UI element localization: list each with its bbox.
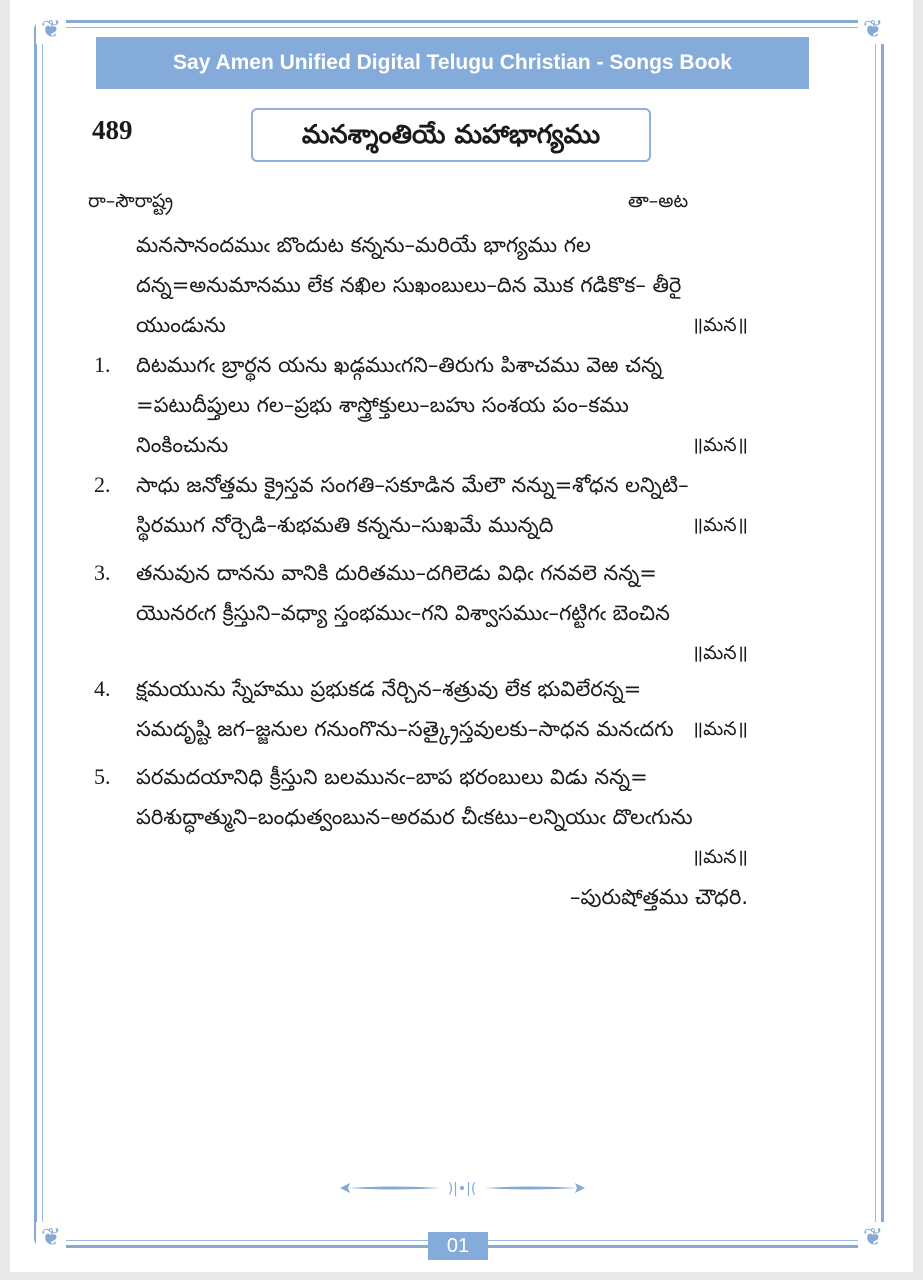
lyric-line: స్థిరముగ నోర్చెడి–శుభమతి కన్నను–సుఖమే మున్నది ॥మన॥: [88, 505, 748, 545]
tala-label: తా–అట: [628, 190, 689, 212]
lyric-line: నింకించును ॥మన॥: [88, 425, 748, 465]
lyric-line: 4. క్షమయును స్నేహము ప్రభుకడ నేర్చిన–శత్రువు లేక భువిలేరన్న=: [88, 669, 748, 709]
stanza-number: 2.: [94, 472, 111, 497]
lyric-line: [88, 633, 748, 673]
page-number: 01: [428, 1232, 488, 1260]
stanza-5: [88, 757, 748, 877]
lyric-line: యుండును ॥మన॥: [88, 305, 748, 345]
lyric-line: యొనరఁగ క్రీస్తుని–వధ్యా స్తంభముఁ–గని విశ్వాసముఁ–గట్టిగఁ బెంచిన: [136, 601, 670, 625]
pallavi: [88, 225, 748, 345]
refrain-mark: ॥మన॥: [691, 718, 748, 740]
book-title-banner: Say Amen Unified Digital Telugu Christian - Songs Book: [96, 37, 809, 89]
refrain-mark: ॥మన॥: [691, 642, 748, 664]
stanza-3: [88, 553, 748, 673]
stanza-number: 5.: [94, 764, 111, 789]
raga-label: రా–సౌరాష్ట్ర: [88, 190, 174, 212]
song-title: మనశ్శాంతియే మహాభాగ్యము: [251, 108, 651, 162]
lyric-line: మనసానందముఁ బొందుట కన్నను–మరియే భాగ్యము గల: [136, 233, 591, 257]
stanza-4: [88, 669, 748, 749]
stanza-number: 3.: [94, 560, 111, 585]
lyric-line: పరిశుద్ధాత్ముని–బంధుత్వంబున–అరమర చీఁకటు–లన్నియుఁ దొలఁగును: [136, 805, 693, 829]
lyric-line: =పటుదీప్తులు గల–ప్రభు శాస్త్రోక్తులు–బహు సంశయ పం–కము: [136, 393, 629, 417]
lyric-line: 1. దిటముగఁ బ్రార్థన యను ఖడ్గముఁగని–తిరుగు పిశాచము వెఱ చన్న: [88, 345, 748, 385]
lyrics: [88, 225, 748, 917]
corner-flourish-icon: ❦: [36, 1222, 66, 1252]
refrain-mark: ॥మన॥: [691, 514, 748, 536]
song-number: 489: [92, 115, 133, 145]
author-credit: –పురుషోత్తము చౌధరి.: [569, 885, 748, 909]
divider-ornament-icon: [340, 1178, 585, 1198]
lyric-line: సమదృష్టి జగ–జ్జనుల గనుంగొను–సత్క్రైస్తవులకు–సాధన మనఁదగు ॥మన॥: [88, 709, 748, 749]
refrain-mark: ॥మన॥: [691, 846, 748, 868]
refrain-mark: ॥మన॥: [691, 314, 748, 336]
svg-text:)|•|(: )|•|(: [447, 1181, 477, 1197]
corner-flourish-icon: ❦: [36, 14, 66, 44]
lyric-line: దన్న=అనుమానము లేక నఖిల సుఖంబులు–దిన మొక గడికొక– తీరై: [136, 273, 682, 297]
corner-flourish-icon: ❦: [858, 1222, 888, 1252]
stanza-number: 4.: [94, 676, 111, 701]
lyric-line: 3. తనువున దానను వానికి దురితము–దగిలెడు విధిఁ గనవలె నన్న=: [88, 553, 748, 593]
lyric-line: 2. సాధు జనోత్తమ క్రైస్తవ సంగతి–సకూడిన మేలౌ నన్ను=శోధన లన్నిటి–: [88, 465, 748, 505]
corner-flourish-icon: ❦: [858, 14, 888, 44]
stanza-1: [88, 345, 748, 465]
lyric-line: [88, 837, 748, 877]
stanza-number: 1.: [94, 352, 111, 377]
stanza-2: [88, 465, 748, 545]
lyric-line: 5. పరమదయానిధి క్రీస్తుని బలమునఁ–బాప భరంబులు విడు నన్న=: [88, 757, 748, 797]
refrain-mark: ॥మన॥: [691, 434, 748, 456]
